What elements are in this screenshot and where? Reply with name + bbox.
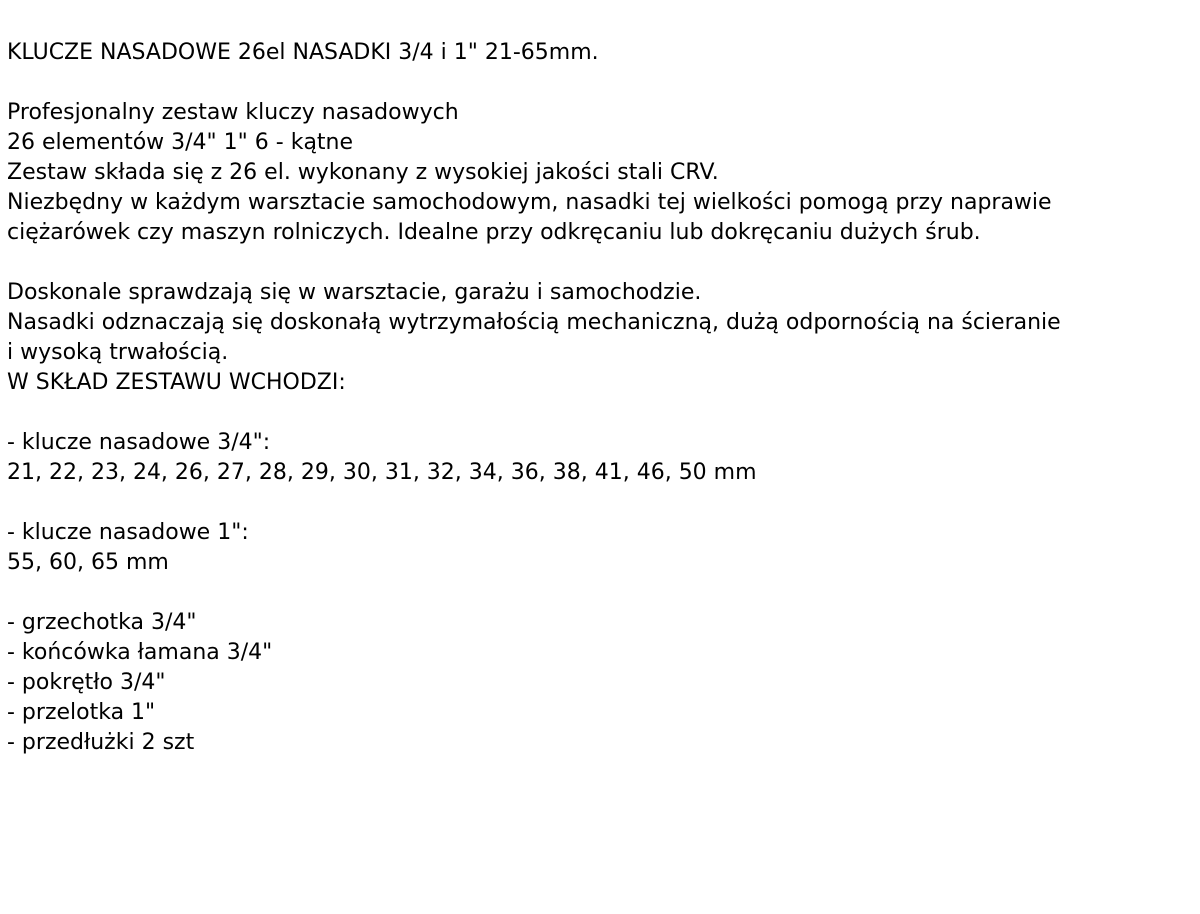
sockets-1-sizes: 55, 60, 65 mm — [7, 550, 169, 575]
accessory-item: - pokrętło 3/4" — [7, 670, 166, 695]
feature-line: i wysoką trwałością. — [7, 340, 229, 365]
sockets-1-heading: - klucze nasadowe 1": — [7, 520, 249, 545]
spacer — [7, 578, 1197, 608]
accessory-item: - końcówka łamana 3/4" — [7, 640, 273, 665]
spacer — [7, 68, 1197, 98]
intro-line: Niezbędny w każdym warsztacie samochodowym, nasadki tej wielkości pomogą przy naprawie — [7, 190, 1052, 215]
accessory-item: - przelotka 1" — [7, 700, 156, 725]
accessory-item: - przedłużki 2 szt — [7, 730, 195, 755]
feature-line: Nasadki odznaczają się doskonałą wytrzymałością mechaniczną, dużą odpornością na ścieranie — [7, 310, 1061, 335]
set-contents-heading: W SKŁAD ZESTAWU WCHODZI: — [7, 370, 346, 395]
product-title: KLUCZE NASADOWE 26el NASADKI 3/4 i 1" 21-65mm. — [7, 40, 599, 65]
intro-line: 26 elementów 3/4" 1" 6 - kątne — [7, 130, 354, 155]
intro-line: ciężarówek czy maszyn rolniczych. Idealne przy odkręcaniu lub dokręcaniu dużych śrub. — [7, 220, 981, 245]
feature-line: Doskonale sprawdzają się w warsztacie, garażu i samochodzie. — [7, 280, 702, 305]
spacer — [7, 488, 1197, 518]
product-description — [7, 38, 1197, 758]
intro-line: Zestaw składa się z 26 el. wykonany z wysokiej jakości stali CRV. — [7, 160, 719, 185]
intro-line: Profesjonalny zestaw kluczy nasadowych — [7, 100, 459, 125]
sockets-34-heading: - klucze nasadowe 3/4": — [7, 430, 271, 455]
sockets-34-sizes: 21, 22, 23, 24, 26, 27, 28, 29, 30, 31, 32, 34, 36, 38, 41, 46, 50 mm — [7, 460, 757, 485]
spacer — [7, 398, 1197, 428]
accessory-item: - grzechotka 3/4" — [7, 610, 197, 635]
spacer — [7, 248, 1197, 278]
